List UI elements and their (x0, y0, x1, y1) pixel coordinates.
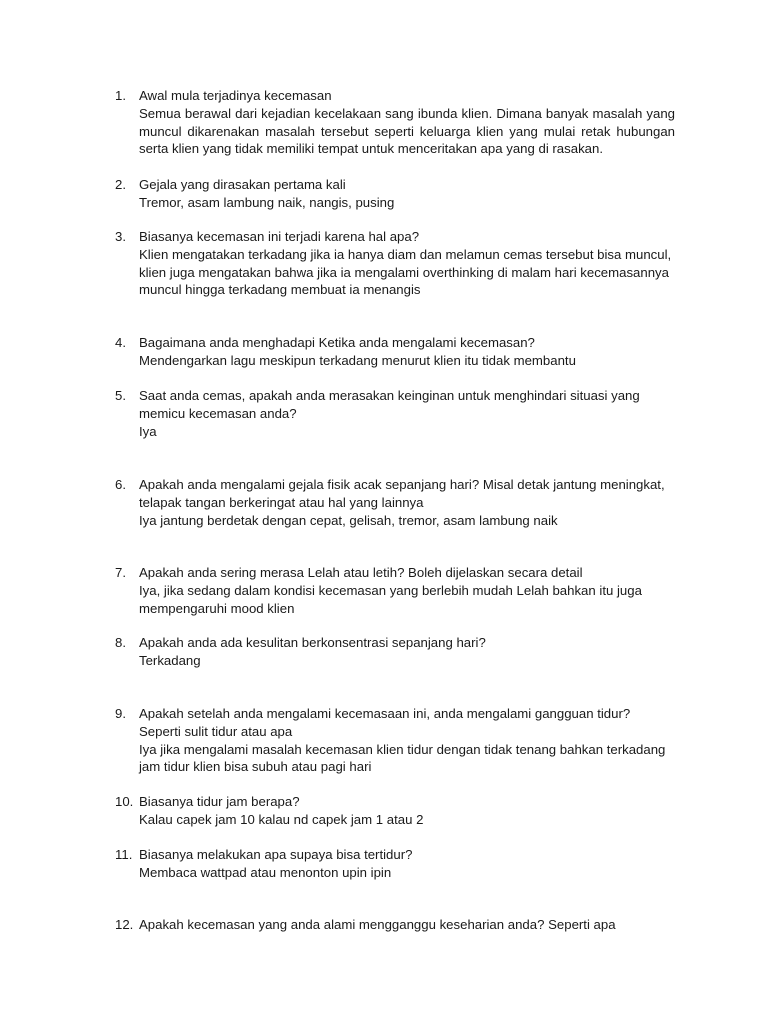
item-number: 12. (115, 917, 134, 932)
item-question: Biasanya melakukan apa supaya bisa tertidur? (139, 847, 413, 862)
list-item (115, 846, 675, 882)
item-answer: Kalau capek jam 10 kalau nd capek jam 1 atau 2 (139, 811, 424, 827)
item-answer: Terkadang (139, 652, 201, 668)
list-item (115, 793, 675, 829)
item-question: Biasanya kecemasan ini terjadi karena hal apa? (139, 229, 420, 244)
item-answer: Iya jantung berdetak dengan cepat, gelisah, tremor, asam lambung naik (139, 512, 558, 528)
list-item (115, 916, 675, 934)
item-question: Bagaimana anda menghadapi Ketika anda mengalami kecemasan? (139, 335, 535, 350)
item-question: Apakah setelah anda mengalami kecemasaan ini, anda mengalami gangguan tidur? Seperti sulit tidur atau apa (139, 706, 631, 739)
list-item (115, 228, 675, 299)
list-item (115, 387, 675, 440)
item-body (139, 916, 675, 934)
item-number: 11. (115, 847, 133, 862)
item-answer: Iya (139, 423, 157, 439)
item-question: Apakah kecemasan yang anda alami mengganggu keseharian anda? Seperti apa (139, 917, 616, 932)
item-answer: Membaca wattpad atau menonton upin ipin (139, 864, 392, 880)
list-item (115, 634, 675, 670)
item-question: Saat anda cemas, apakah anda merasakan keinginan untuk menghindari situasi yang memicu kecemasan anda? (139, 388, 640, 421)
item-body (139, 87, 675, 158)
item-body (139, 476, 675, 529)
item-question: Awal mula terjadinya kecemasan (139, 88, 332, 103)
item-body (139, 634, 675, 670)
item-answer: Mendengarkan lagu meskipun terkadang menurut klien itu tidak membantu (139, 352, 576, 368)
item-number: 4. (115, 335, 126, 350)
list-item (115, 476, 675, 529)
item-number: 9. (115, 706, 126, 721)
item-body (139, 387, 675, 440)
list-item (115, 176, 675, 212)
item-question: Biasanya tidur jam berapa? (139, 794, 300, 809)
item-question: Apakah anda mengalami gejala fisik acak sepanjang hari? Misal detak jantung meningkat, telapak tangan berkeringat atau hal yang lainnya (139, 477, 665, 510)
item-number: 2. (115, 177, 126, 192)
item-number: 10. (115, 794, 134, 809)
list-item (115, 564, 675, 617)
item-number: 5. (115, 388, 126, 403)
item-answer: Klien mengatakan terkadang jika ia hanya diam dan melamun cemas tersebut bisa muncul, klien juga mengatakan bahwa jika ia mengalami overthinking di malam hari kecemasannya muncul hingga terkadang membuat ia menangis (139, 246, 672, 298)
item-question: Gejala yang dirasakan pertama kali (139, 177, 346, 192)
item-body (139, 705, 675, 776)
item-body (139, 176, 675, 212)
item-body (139, 793, 675, 829)
item-body (139, 564, 675, 617)
item-number: 1. (115, 88, 126, 103)
item-body (139, 846, 675, 882)
item-body (139, 334, 675, 370)
list-item (115, 334, 675, 370)
item-question: Apakah anda ada kesulitan berkonsentrasi sepanjang hari? (139, 635, 486, 650)
item-body (139, 228, 675, 299)
item-answer: Tremor, asam lambung naik, nangis, pusing (139, 194, 395, 210)
item-question: Apakah anda sering merasa Lelah atau letih? Boleh dijelaskan secara detail (139, 565, 583, 580)
item-number: 7. (115, 565, 126, 580)
item-number: 3. (115, 229, 126, 244)
item-number: 6. (115, 477, 126, 492)
item-number: 8. (115, 635, 126, 650)
item-answer: Semua berawal dari kejadian kecelakaan sang ibunda klien. Dimana banyak masalah yang muncul dikarenakan masalah tersebut seperti keluarga klien yang mulai retak hubungan serta klien yang tidak memiliki tempat untuk menceritakan apa yang di rasakan. (139, 105, 675, 157)
list-item (115, 87, 675, 158)
item-answer: Iya jika mengalami masalah kecemasan klien tidur dengan tidak tenang bahkan terkadang jam tidur klien bisa subuh atau pagi hari (139, 741, 666, 775)
list-item (115, 705, 675, 776)
item-answer: Iya, jika sedang dalam kondisi kecemasan yang berlebih mudah Lelah bahkan itu juga mempengaruhi mood klien (139, 582, 642, 616)
